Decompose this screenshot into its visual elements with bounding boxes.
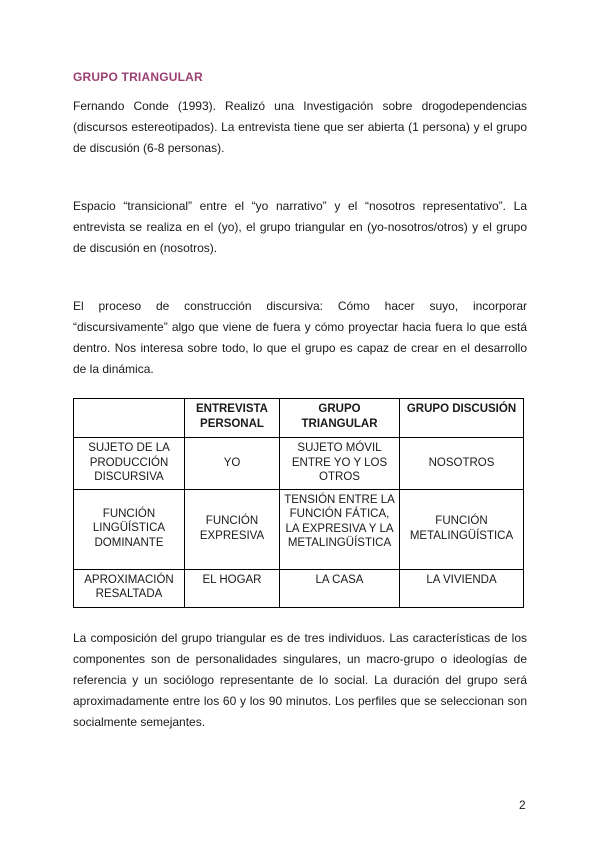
table-header-cell bbox=[74, 399, 185, 438]
table-row bbox=[74, 438, 524, 490]
table-cell: NOSOTROS bbox=[400, 438, 524, 490]
paragraph-construccion-discursiva: El proceso de construcción discursiva: Cómo hacer suyo, incorporar “discursivamente” algo que viene de fuera y cómo proyectar hacia fuera lo que está dentro. Nos interesa sobre todo, lo que el grupo es capaz de crear en el desarrollo de la dinámica. bbox=[73, 299, 527, 376]
section-heading: GRUPO TRIANGULAR bbox=[73, 70, 203, 84]
table-cell: YO bbox=[185, 438, 280, 490]
comparison-table bbox=[73, 398, 524, 608]
table-header-cell: GRUPO TRIANGULAR bbox=[280, 399, 400, 438]
table-cell: SUJETO MÓVIL ENTRE YO Y LOS OTROS bbox=[280, 438, 400, 490]
page-number: 2 bbox=[519, 798, 526, 812]
table-cell: FUNCIÓN EXPRESIVA bbox=[185, 489, 280, 569]
table-row-label: SUJETO DE LA PRODUCCIÓN DISCURSIVA bbox=[74, 438, 185, 490]
paragraph-espacio-transicional: Espacio “transicional” entre el “yo narrativo” y el “nosotros representativo”. La entrevista se realiza en el (yo), el grupo triangular en (yo-nosotros/otros) y el grupo de discusión en (nosotros). bbox=[73, 199, 527, 255]
table-row bbox=[74, 489, 524, 569]
paragraph-composicion: La composición del grupo triangular es de tres individuos. Las características de los componentes son de personalidades singulares, un macro-grupo o ideologías de referencia y un sociólogo representante de lo social. La duración del grupo será aproximadamente entre los 60 y los 90 minutos. Los perfiles que se seleccionan son socialmente semejantes. bbox=[73, 630, 527, 729]
table-cell: FUNCIÓN METALINGÜÍSTICA bbox=[400, 489, 524, 569]
table-row bbox=[74, 569, 524, 607]
table-header-row bbox=[74, 399, 524, 438]
paragraph-conde: Fernando Conde (1993). Realizó una Investigación sobre drogodependencias (discursos estereotipados). La entrevista tiene que ser abierta (1 persona) y el grupo de discusión (6-8 personas). bbox=[73, 99, 527, 155]
table-header-cell: ENTREVISTA PERSONAL bbox=[185, 399, 280, 438]
table-cell: LA VIVIENDA bbox=[400, 569, 524, 607]
table-cell: LA CASA bbox=[280, 569, 400, 607]
table-header-cell: GRUPO DISCUSIÓN bbox=[400, 399, 524, 438]
table-row-label: APROXIMACIÓN RESALTADA bbox=[74, 569, 185, 607]
table-cell: TENSIÓN ENTRE LA FUNCIÓN FÁTICA, LA EXPRESIVA Y LA METALINGÜÍSTICA bbox=[280, 489, 400, 569]
table-cell: EL HOGAR bbox=[185, 569, 280, 607]
table-row-label: FUNCIÓN LINGÜÍSTICA DOMINANTE bbox=[74, 489, 185, 569]
document-page bbox=[73, 70, 527, 733]
